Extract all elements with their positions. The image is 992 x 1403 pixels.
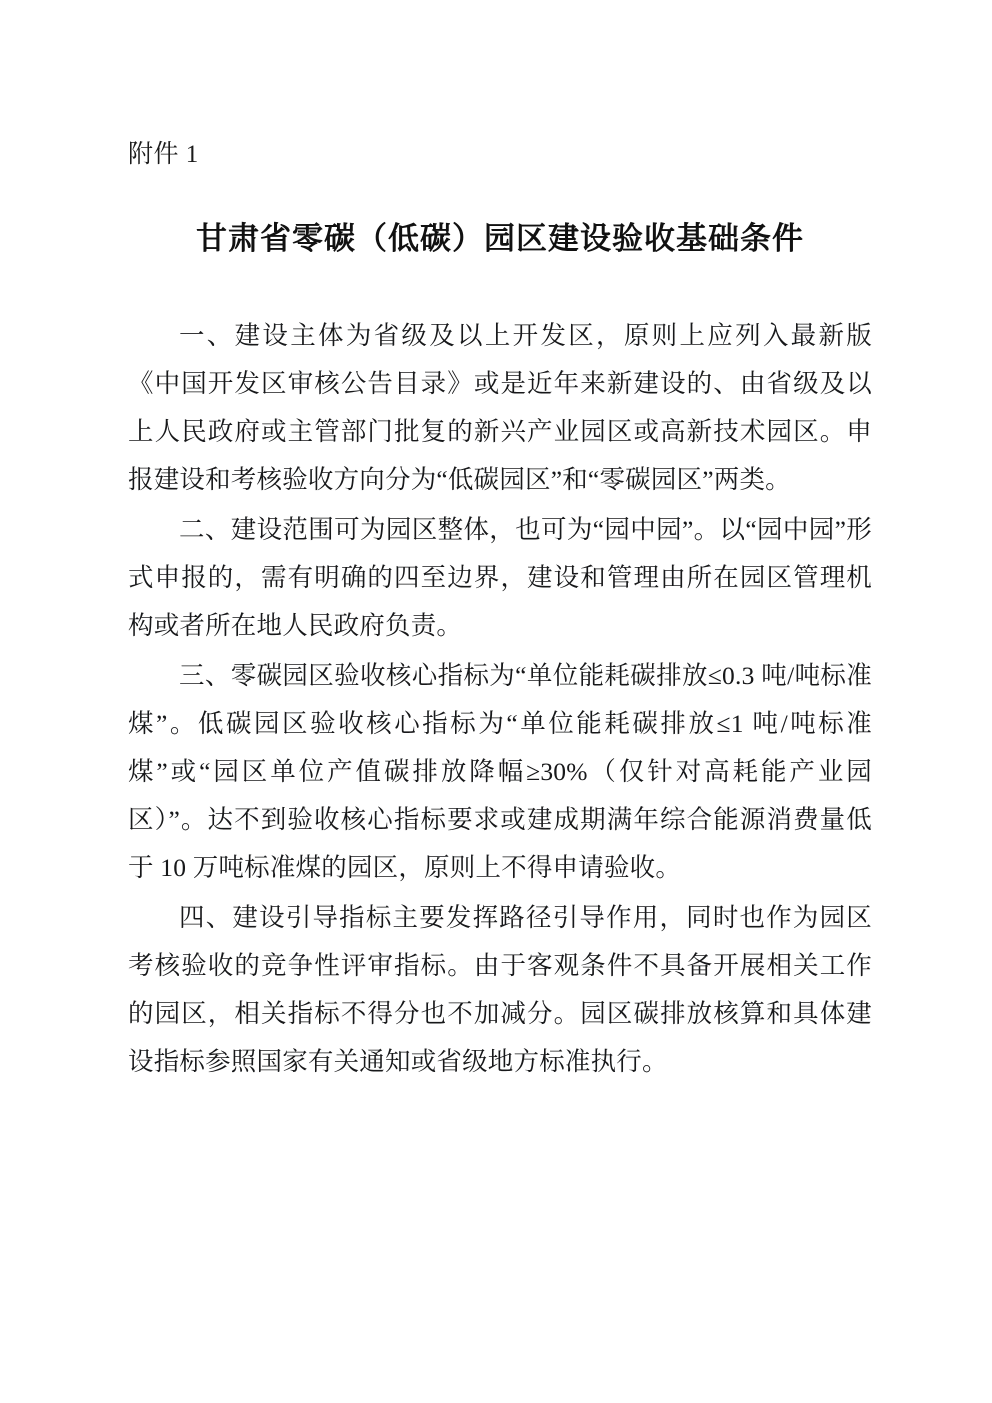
- paragraph-3: 三、零碳园区验收核心指标为“单位能耗碳排放≤0.3 吨/吨标准煤”。低碳园区验收核心指标为“单位能耗碳排放≤1 吨/吨标准煤”或“园区单位产值碳排放降幅≥30%（仅针对高耗能产业园区）”。达不到验收核心指标要求或建成期满年综合能源消费量低于 10 万吨标准煤的园区，原则上不得申请验收。: [128, 660, 872, 882]
- paragraph-2: 二、建设范围可为园区整体，也可为“园中园”。以“园中园”形式申报的，需有明确的四至边界，建设和管理由所在园区管理机构或者所在地人民政府负责。: [128, 514, 872, 640]
- paragraph-1: 一、建设主体为省级及以上开发区，原则上应列入最新版《中国开发区审核公告目录》或是近年来新建设的、由省级及以上人民政府或主管部门批复的新兴产业园区或高新技术园区。申报建设和考核验收方向分为“低碳园区”和“零碳园区”两类。: [128, 320, 872, 494]
- attachment-label: 附件 1: [128, 141, 199, 168]
- paragraph-4: 四、建设引导指标主要发挥路径引导作用，同时也作为园区考核验收的竞争性评审指标。由于客观条件不具备开展相关工作的园区，相关指标不得分也不加减分。园区碳排放核算和具体建设指标参照国家有关通知或省级地方标准执行。: [128, 902, 872, 1076]
- page-title: 甘肃省零碳（低碳）园区建设验收基础条件: [196, 221, 804, 256]
